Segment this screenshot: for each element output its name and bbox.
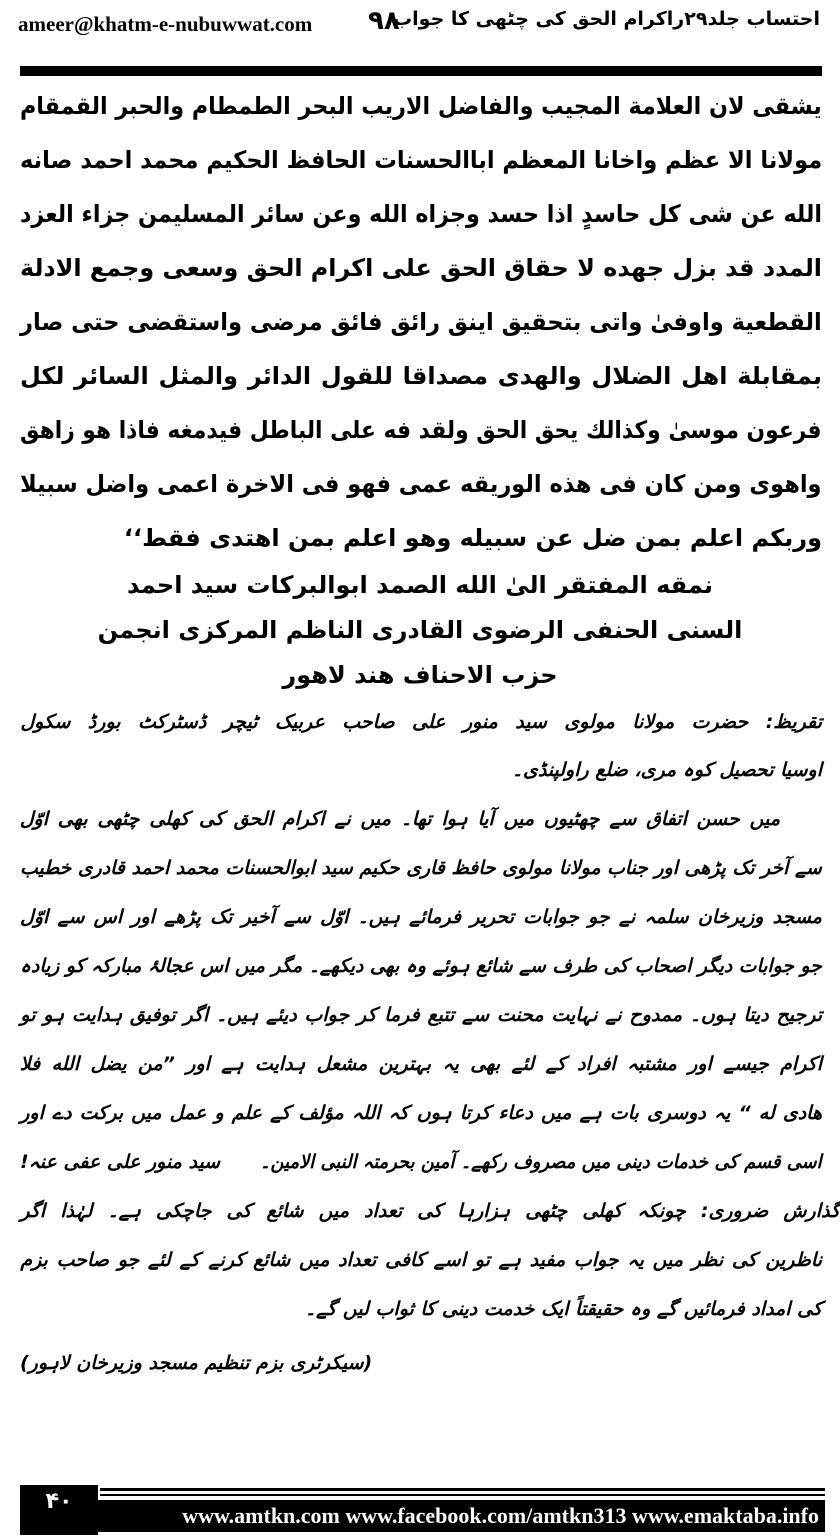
notice-text: چونکہ کھلی چٹھی ہزارہا کی تعداد میں شائع کی جاچکی ہے۔ لہٰذا اگر [20, 1200, 686, 1222]
arabic-line: واهوى ومن كان فى هذه الوريقه عمى فهو فى الاخرة اعمى واضل سبيلا [20, 470, 822, 498]
footer-page-number: ۴۰ [20, 1485, 98, 1535]
notice-line: ناظرین کی نظر میں یہ جواب مفید ہے تو اسے کافی تعداد میں شائع کرنے کے لئے جو صاحب بزم [20, 1249, 822, 1271]
header-email: ameer@khatm-e-nubuwwat.com [18, 12, 313, 36]
closing-text: اسی قسم کی خدمات دینی میں مصروف رکھے۔ آمین بحرمتہ النبی الامین۔ [260, 1151, 822, 1173]
notice-line: کی امداد فرمائیں گے وہ حقیقتاً ایک خدمت دینی کا ثواب لیں گے۔ [305, 1298, 822, 1320]
arabic-line: فرعون موسىٰ وكذالك يحق الحق ولقد فه على الباطل فيدمغه فاذا هو زاهق [20, 416, 822, 444]
arabic-line: وربكم اعلم بمن ضل عن سبيله وهو اعلم بمن اهتدى فقط‘‘ [123, 524, 822, 552]
urdu-line: مسجد وزیرخان سلمہ نے جو جوابات تحریر فرمائے ہیں۔ اوّل سے آخیر تک پڑھے اور اس سے اوّل [20, 906, 822, 928]
taqriz-text: حضرت مولانا مولوی سید منور علی صاحب عربیک ٹیچر ڈسٹرکٹ بورڈ سکول [20, 711, 749, 733]
closing-line [20, 1144, 822, 1180]
signature-line: حزب الاحناف هند لاهور [282, 661, 558, 689]
urdu-line: میں حسن اتفاق سے چھٹیوں میں آیا ہوا تھا۔ میں نے اکرام الحق کی کھلی چٹھی بھی اوّل [19, 808, 780, 830]
arabic-line: مولانا الا عظم واخانا المعظم اباالحسنات الحافظ الحكيم محمد احمد صانه [19, 146, 822, 174]
footer-rule [100, 1494, 825, 1496]
arabic-line: المدد قد بزل جهده لا حقاق الحق على اكرام الحق وسعى وجمع الادلة [20, 254, 822, 282]
taqriz-line: اوسیا تحصیل کوہ مری، ضلع راولپنڈی۔ [511, 759, 822, 781]
arabic-line: بمقابلة اهل الضلال والهدى مصداقا للقول الدائر والمثل السائر لكل [19, 362, 822, 390]
urdu-line: اکرام جیسے اور مشتبہ افراد کے لئے بھی یہ بہترین مشعل ہدایت ہے اور ”من یضل الله فلا [19, 1053, 822, 1075]
arabic-line: القطعية واوفىٰ واتى بتحقيق اينق رائق فائق مرضى واستقضى حتى صار [20, 308, 822, 336]
taqriz-label: تقریظ: [765, 711, 822, 733]
notice-signed: (سیکرٹری بزم تنظیم مسجد وزیرخان لاہور) [20, 1352, 373, 1374]
header-rule [20, 66, 822, 76]
taqriz-line [20, 704, 822, 740]
arabic-line: يشقى لان العلامة المجيب والفاضل الاريب البحر الطمطام والحبر القمقام [20, 92, 822, 120]
signature-line: السنى الحنفى الرضوى القادرى الناظم المركزى انجمن [97, 616, 743, 644]
urdu-line: سے آخر تک پڑھی اور جناب مولانا مولوی حافظ قاری حکیم سید ابوالحسنات محمد احمد قادری خطیب [20, 857, 822, 879]
urdu-line: جو جوابات دیگر اصحاب کی طرف سے شائع ہوئے وہ بھی دیکھے۔ مگر میں اس عجالۂ مبارکہ کو زیادہ [20, 955, 822, 977]
signature-line: نمقه المفتقر الىٰ الله الصمد ابوالبركات سيد احمد [126, 571, 714, 599]
urdu-line: ترجیح دیتا ہوں۔ ممدوح نے نہایت محنت سے تتبع فرما کر جواب دیئے ہیں۔ اگر توفیق ہدایت ہو تو [20, 1004, 822, 1026]
urdu-line: هادی له “ یہ دوسری بات ہے میں دعاء کرتا ہوں کہ اللہ مؤلف کے علم و عمل میں برکت دے اور [20, 1102, 822, 1124]
arabic-line: الله عن شى كل حاسدٍ اذا حسد وجزاه الله وعن سائر المسليمن جزاء العزد [20, 200, 822, 228]
footer-links: www.amtkn.com www.facebook.com/amtkn313 www.emaktaba.info [98, 1500, 825, 1532]
header-page-number: ۹۸ [368, 6, 400, 36]
notice-label: گذارش ضروری: [700, 1200, 840, 1222]
notice-line [20, 1193, 840, 1229]
footer-rule [100, 1488, 825, 1491]
closing-signature: سید منور علی عفی عنہ! [20, 1151, 221, 1173]
header-title: احتساب جلد۲۹راکرام الحق کی چٹھی کا جواب [393, 8, 820, 30]
